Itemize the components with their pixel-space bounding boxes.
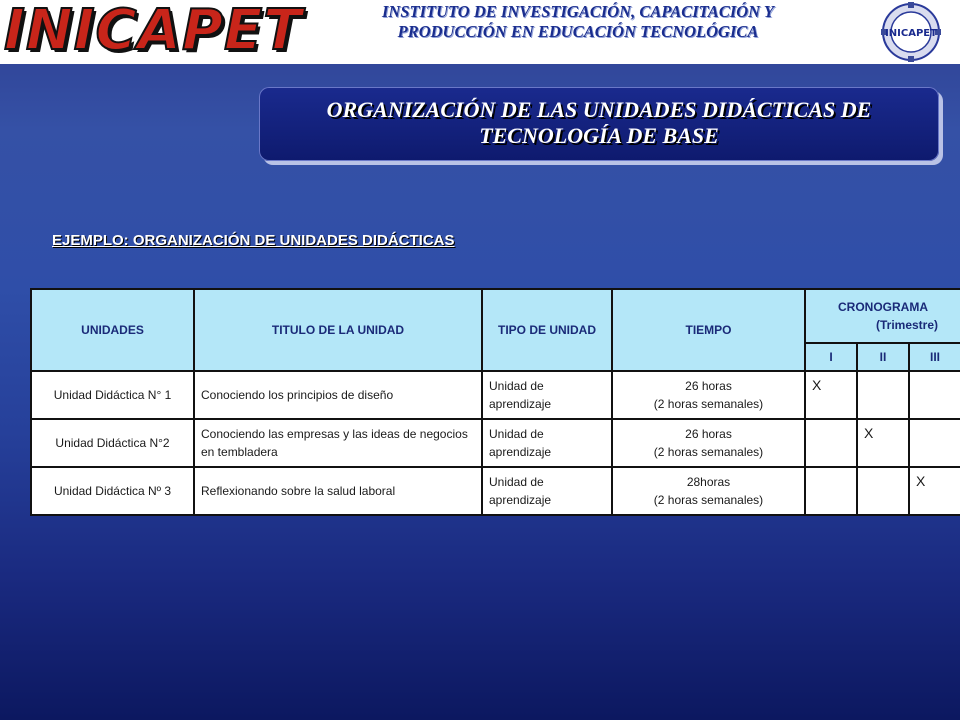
- cell-tiempo: [612, 371, 805, 419]
- table-row: [31, 467, 960, 515]
- cell-trimestre-2: X: [857, 419, 909, 467]
- cell-tiempo-semanal: (2 horas semanales): [653, 445, 764, 459]
- cell-tiempo-semanal: (2 horas semanales): [653, 397, 764, 411]
- cell-unidad: Unidad Didáctica Nº 3: [31, 467, 194, 515]
- banner-title-line1: ORGANIZACIÓN DE LAS UNIDADES DIDÁCTICAS DE: [326, 97, 872, 122]
- cell-unidad: Unidad Didáctica N°2: [31, 419, 194, 467]
- cell-trimestre-3: [909, 419, 960, 467]
- header-trimestre-1: I: [805, 343, 857, 371]
- cell-titulo: Reflexionando sobre la salud laboral: [194, 467, 482, 515]
- cell-trimestre-1: [805, 467, 857, 515]
- cell-tipo: Unidad de aprendizaje: [482, 371, 612, 419]
- header-tiempo: TIEMPO: [612, 289, 805, 371]
- header-cronograma-sub: (Trimestre): [875, 318, 939, 332]
- cell-trimestre-3: X: [909, 467, 960, 515]
- table-row: [31, 371, 960, 419]
- banner-title: [259, 97, 939, 149]
- header-trimestre-3: III: [909, 343, 960, 371]
- institute-title: [318, 2, 838, 42]
- header-titulo: TITULO DE LA UNIDAD: [194, 289, 482, 371]
- cell-trimestre-1: [805, 419, 857, 467]
- cell-trimestre-1: X: [805, 371, 857, 419]
- cell-titulo: Conociendo los principios de diseño: [194, 371, 482, 419]
- institute-title-line2: PRODUCCIÓN EN EDUCACIÓN TECNOLÓGICA: [397, 22, 759, 41]
- cell-trimestre-2: [857, 371, 909, 419]
- title-banner: [259, 87, 939, 161]
- institute-title-line1: INSTITUTO DE INVESTIGACIÓN, CAPACITACIÓN Y: [382, 2, 774, 21]
- banner-title-line2: TECNOLOGÍA DE BASE: [479, 123, 719, 148]
- header-cronograma: [805, 289, 960, 343]
- cell-tiempo-horas: 26 horas: [685, 379, 732, 393]
- inicapet-logo: INICAPET: [4, 0, 303, 63]
- cell-tiempo-semanal: (2 horas semanales): [653, 493, 764, 507]
- cell-trimestre-2: [857, 467, 909, 515]
- header-bar: [0, 0, 960, 64]
- cell-tiempo-horas: 26 horas: [685, 427, 732, 441]
- cell-tiempo: [612, 467, 805, 515]
- cell-trimestre-3: [909, 371, 960, 419]
- cell-tiempo: [612, 419, 805, 467]
- cell-tipo: Unidad de aprendizaje: [482, 467, 612, 515]
- cell-unidad: Unidad Didáctica N° 1: [31, 371, 194, 419]
- units-table: [30, 288, 960, 516]
- header-cronograma-label: CRONOGRAMA: [838, 300, 928, 314]
- cell-titulo: Conociendo las empresas y las ideas de negocios en tembladera: [194, 419, 482, 467]
- cell-tipo: Unidad de aprendizaje: [482, 419, 612, 467]
- header-trimestre-2: II: [857, 343, 909, 371]
- seal-text: INICAPET: [885, 28, 937, 39]
- example-heading: EJEMPLO: ORGANIZACIÓN DE UNIDADES DIDÁCTICAS: [52, 232, 455, 249]
- cell-tiempo-horas: 28horas: [686, 475, 731, 489]
- header-tipo: TIPO DE UNIDAD: [482, 289, 612, 371]
- table-row: [31, 419, 960, 467]
- header-unidades: UNIDADES: [31, 289, 194, 371]
- institute-seal-icon: [866, 2, 956, 62]
